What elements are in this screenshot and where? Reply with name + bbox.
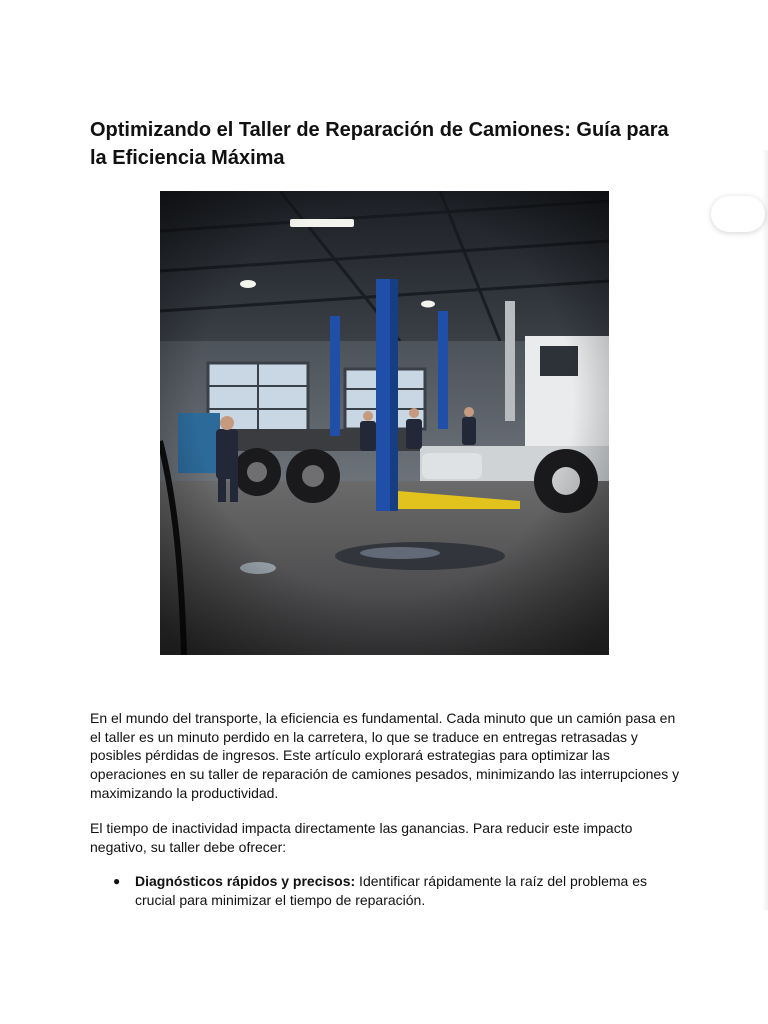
side-panel-edge (762, 150, 768, 910)
hero-image-truck-workshop (160, 191, 609, 655)
workshop-illustration (160, 191, 609, 655)
intro-paragraph: En el mundo del transporte, la eficiencia es fundamental. Cada minuto que un camión pasa en el taller es un minuto perdido en la carretera, lo que se traduce en entregas retrasadas y posibles pérdidas de ingresos. Este artículo explorará estrategias para optimizar las operaciones en su taller de reparación de camiones pesados, minimizando las interrupciones y maximizando la productividad. (90, 710, 680, 801)
requirements-list (90, 872, 680, 909)
floating-action-button[interactable] (711, 196, 765, 232)
list-item (90, 872, 680, 909)
downtime-paragraph: El tiempo de inactividad impacta directamente las ganancias. Para reducir este impacto negativo, su taller debe ofrecer: (90, 820, 633, 855)
article-title: Optimizando el Taller de Reparación de Camiones: Guía para la Eficiencia Máxima (90, 119, 669, 169)
list-item-heading: Diagnósticos rápidos y precisos: (135, 873, 356, 889)
list-item-text: Identificar rápidamente la raíz del problema es crucial para minimizar el tiempo de reparación. (135, 873, 647, 908)
bullet-icon: ● (113, 874, 121, 888)
